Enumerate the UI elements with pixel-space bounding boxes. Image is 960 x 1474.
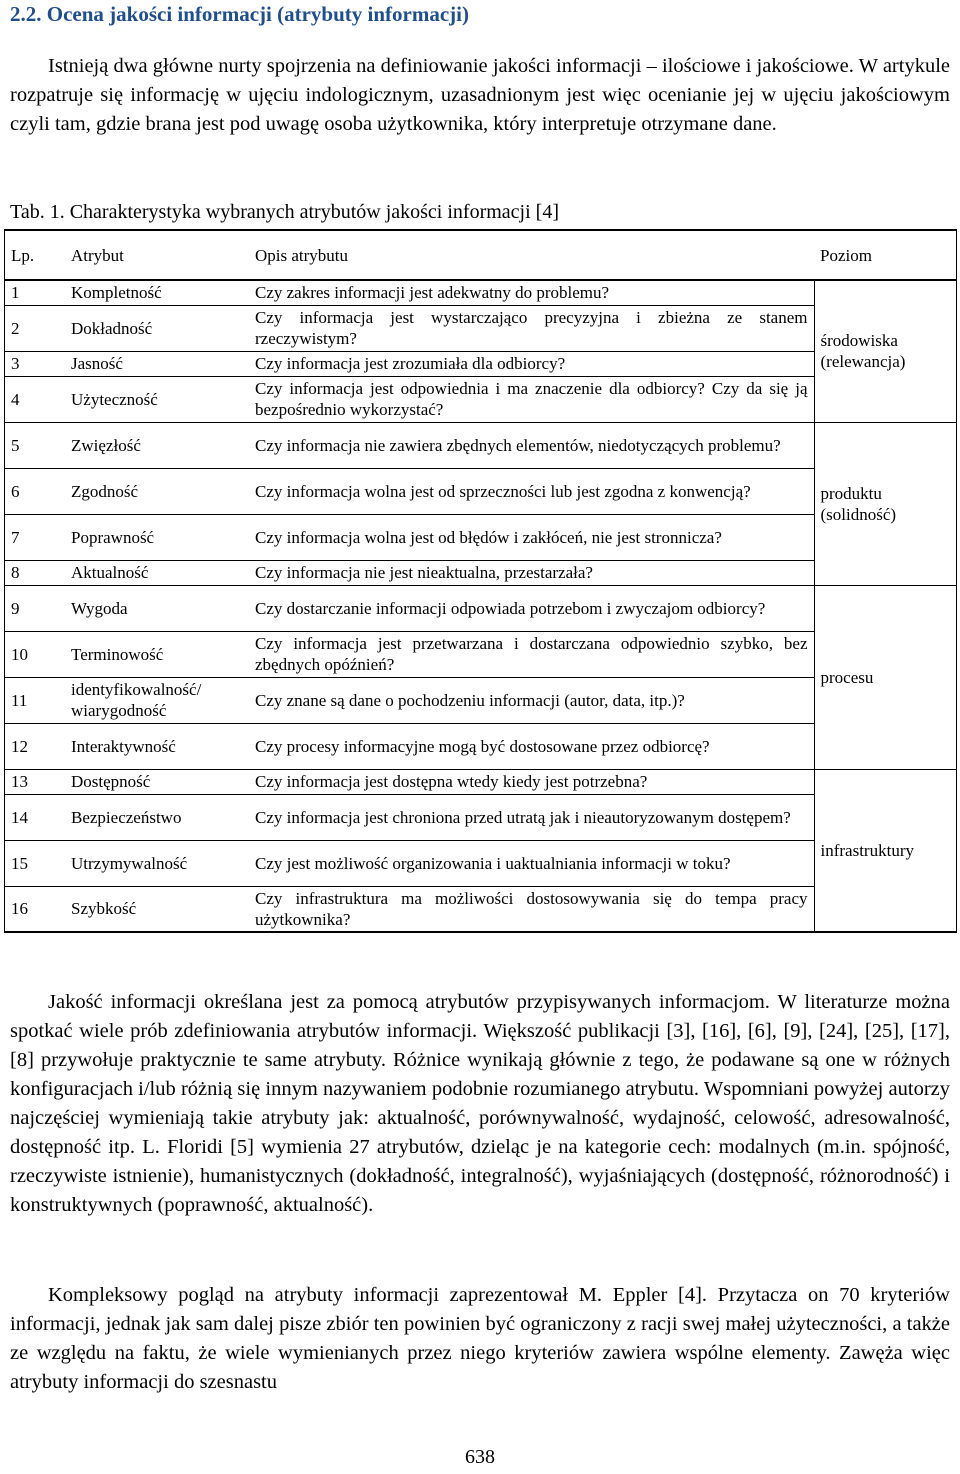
row-description: Czy informacja jest chroniona przed utratą jak i nieautoryzowanym dostępem?	[249, 794, 814, 840]
row-lp: 15	[5, 840, 66, 886]
row-lp: 14	[5, 794, 66, 840]
body-paragraph-1	[10, 988, 950, 1220]
row-level: infrastruktury	[814, 769, 957, 932]
row-lp: 13	[5, 769, 66, 794]
table-row	[5, 677, 957, 723]
table-row	[5, 468, 957, 514]
table-row	[5, 723, 957, 769]
row-description: Czy procesy informacyjne mogą być dostosowane przez odbiorcę?	[249, 723, 814, 769]
body-text-2: Kompleksowy pogląd na atrybuty informacji zaprezentował M. Eppler [4]. Przytacza on 70 kryteriów informacji, jednak jak sam dalej pisze zbiór ten powinien być ograniczony z racji swej małej użyteczności, a także ze względu na faktu, że wiele wymienianych przez niego kryteriów zawiera wspólne elementy. Zawęża więc atrybuty informacji do szesnastu	[10, 1284, 950, 1393]
row-description: Czy znane są dane o pochodzeniu informacji (autor, data, itp.)?	[249, 677, 814, 723]
row-lp: 8	[5, 560, 66, 585]
row-attribute: Aktualność	[65, 560, 249, 585]
table-row	[5, 794, 957, 840]
row-lp: 1	[5, 280, 66, 305]
row-lp: 4	[5, 376, 66, 422]
table-row	[5, 351, 957, 376]
row-attribute: Dostępność	[65, 769, 249, 794]
table-row	[5, 585, 957, 631]
row-attribute: Wygoda	[65, 585, 249, 631]
section-heading: 2.2. Ocena jakości informacji (atrybuty informacji)	[10, 2, 469, 26]
row-lp: 5	[5, 422, 66, 468]
table-row	[5, 769, 957, 794]
row-description: Czy zakres informacji jest adekwatny do problemu?	[249, 280, 814, 305]
table-caption: Tab. 1. Charakterystyka wybranych atrybutów jakości informacji [4]	[10, 201, 559, 223]
row-description: Czy informacja jest zrozumiała dla odbiorcy?	[249, 351, 814, 376]
row-level: środowiska (relewancja)	[814, 280, 957, 422]
row-lp: 2	[5, 305, 66, 351]
table-row	[5, 422, 957, 468]
row-description: Czy informacja jest wystarczająco precyzyjna i zbieżna ze stanem rzeczywistym?	[249, 305, 814, 351]
row-lp: 6	[5, 468, 66, 514]
table-row	[5, 840, 957, 886]
row-description: Czy informacja jest przetwarzana i dostarczana odpowiednio szybko, bez zbędnych opóźnień?	[249, 631, 814, 677]
row-description: Czy jest możliwość organizowania i uaktualniania informacji w toku?	[249, 840, 814, 886]
page-number: 638	[465, 1446, 495, 1468]
row-lp: 3	[5, 351, 66, 376]
row-description: Czy informacja nie jest nieaktualna, przestarzała?	[249, 560, 814, 585]
table-row	[5, 886, 957, 932]
row-level: produktu (solidność)	[814, 422, 957, 585]
row-lp: 10	[5, 631, 66, 677]
row-lp: 11	[5, 677, 66, 723]
row-attribute: Interaktywność	[65, 723, 249, 769]
body-text-1: Jakość informacji określana jest za pomocą atrybutów przypisywanych informacjom. W literaturze można spotkać wiele prób zdefiniowania atrybutów informacji. Większość publikacji [3], [16], [6], [9], [24], [25], [17], [8] przywołuje praktycznie te same atrybuty. Różnice wynikają głównie z tego, że podawane są one w różnych konfiguracjach i/lub różnią się innym nazywaniem podobnie rozumianego atrybutu. Wspomniani powyżej autorzy najczęściej wymieniają takie atrybuty jak: aktualność, porównywalność, wydajność, celowość, adresowalność, dostępność itp. L. Floridi [5] wymienia 27 atrybutów, dzieląc je na kategorie cech: modalnych (m.in. spójność, rzeczywiste istnienie), humanistycznych (dokładność, integralność), wyjaśniających (dostępność, różnorodność) i konstruktywnych (poprawność, aktualność).	[10, 991, 950, 1216]
attributes-table	[4, 229, 957, 933]
table-row	[5, 560, 957, 585]
table-row	[5, 305, 957, 351]
row-lp: 7	[5, 514, 66, 560]
row-attribute: Jasność	[65, 351, 249, 376]
row-attribute: Terminowość	[65, 631, 249, 677]
table-row	[5, 631, 957, 677]
row-description: Czy infrastruktura ma możliwości dostosowywania się do tempa pracy użytkownika?	[249, 886, 814, 932]
row-attribute: Utrzymywalność	[65, 840, 249, 886]
row-lp: 9	[5, 585, 66, 631]
table-header-row	[5, 230, 957, 280]
header-description: Opis atrybutu	[249, 230, 814, 280]
row-lp: 16	[5, 886, 66, 932]
row-attribute: Zwięzłość	[65, 422, 249, 468]
header-attribute: Atrybut	[65, 230, 249, 280]
row-attribute: Kompletność	[65, 280, 249, 305]
row-description: Czy informacja wolna jest od błędów i zakłóceń, nie jest stronnicza?	[249, 514, 814, 560]
row-attribute: Użyteczność	[65, 376, 249, 422]
intro-paragraph	[10, 52, 950, 139]
row-attribute: Poprawność	[65, 514, 249, 560]
row-description: Czy informacja jest odpowiednia i ma znaczenie dla odbiorcy? Czy da się ją bezpośrednio wykorzystać?	[249, 376, 814, 422]
table-row	[5, 376, 957, 422]
body-paragraph-2	[10, 1281, 950, 1397]
row-description: Czy informacja nie zawiera zbędnych elementów, niedotyczących problemu?	[249, 422, 814, 468]
row-description: Czy informacja jest dostępna wtedy kiedy jest potrzebna?	[249, 769, 814, 794]
row-attribute: Bezpieczeństwo	[65, 794, 249, 840]
row-attribute: Dokładność	[65, 305, 249, 351]
intro-text: Istnieją dwa główne nurty spojrzenia na definiowanie jakości informacji – ilościowe i jakościowe. W artykule rozpatruje się informację w ujęciu indologicznym, uzasadnionym jest więc ocenianie jej w ujęciu jakościowym czyli tam, gdzie brana jest pod uwagę osoba użytkownika, który interpretuje otrzymane dane.	[10, 55, 950, 135]
header-lp: Lp.	[5, 230, 66, 280]
row-description: Czy dostarczanie informacji odpowiada potrzebom i zwyczajom odbiorcy?	[249, 585, 814, 631]
row-description: Czy informacja wolna jest od sprzeczności lub jest zgodna z konwencją?	[249, 468, 814, 514]
table-body	[5, 280, 957, 932]
header-level: Poziom	[814, 230, 957, 280]
row-attribute: Szybkość	[65, 886, 249, 932]
row-attribute: Zgodność	[65, 468, 249, 514]
table-row	[5, 280, 957, 305]
row-attribute: identyfikowalność/ wiarygodność	[65, 677, 249, 723]
table-row	[5, 514, 957, 560]
row-lp: 12	[5, 723, 66, 769]
row-level: procesu	[814, 585, 957, 769]
